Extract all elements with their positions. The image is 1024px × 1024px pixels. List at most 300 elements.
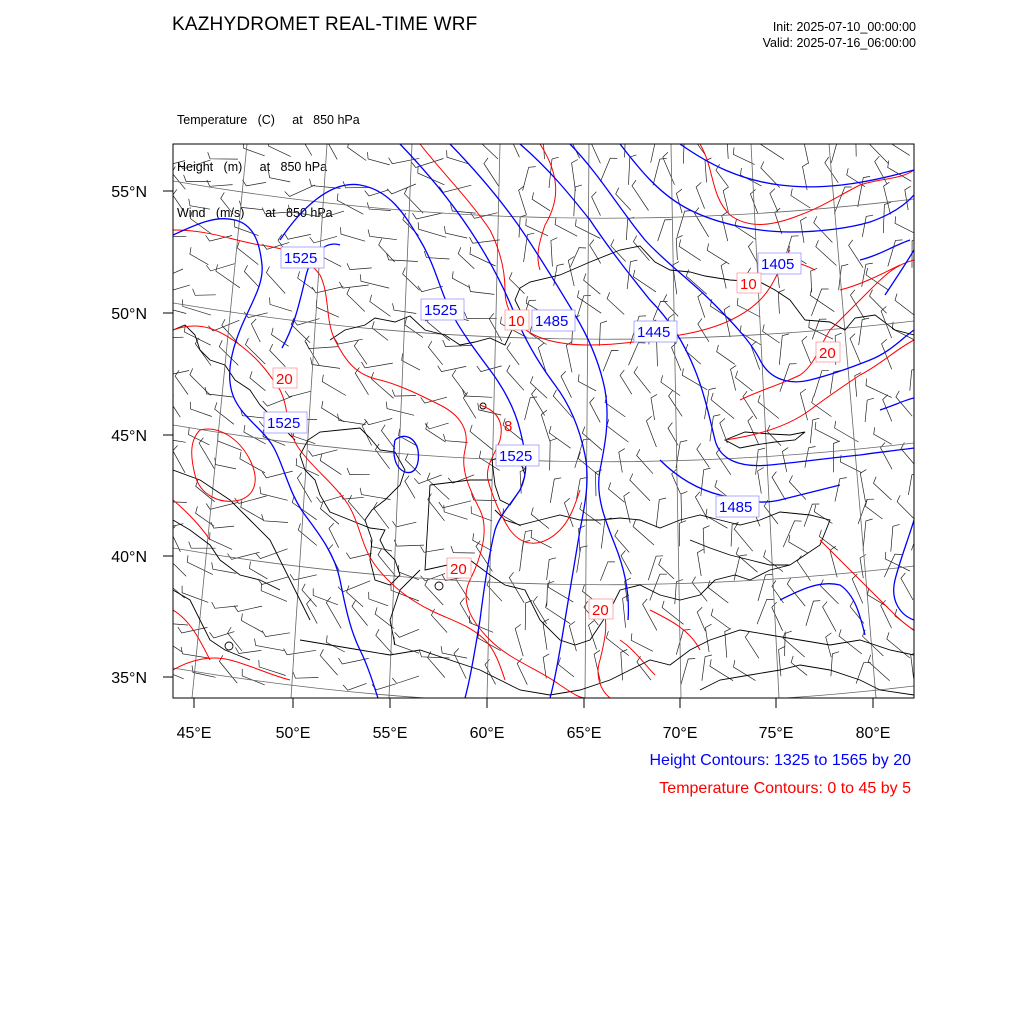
wind-barb (161, 631, 182, 652)
wind-barb (360, 488, 390, 500)
wind-barb (212, 602, 238, 608)
wind-barb (413, 213, 443, 219)
wind-barb (710, 299, 732, 320)
wind-barb (160, 285, 190, 292)
wind-barb (444, 226, 467, 238)
wind-barb (290, 574, 317, 580)
wind-barb (917, 264, 928, 289)
wind-barb (716, 164, 728, 186)
wind-barb (255, 639, 285, 651)
wind-barb (607, 292, 624, 314)
lat-label-35: 35°N (111, 670, 147, 687)
wind-barb (394, 540, 424, 547)
wind-barb (260, 487, 288, 501)
wind-barb (756, 448, 765, 475)
wind-barb (803, 136, 809, 164)
wind-barb (692, 577, 707, 602)
meridian-45e (192, 144, 247, 698)
wind-barb (160, 269, 183, 277)
wind-barb (525, 601, 532, 631)
wind-barb (912, 238, 919, 268)
wind-barb (523, 167, 536, 191)
wind-barb (414, 475, 442, 484)
wind-barb (887, 632, 910, 658)
height-label-2: 1525 (424, 302, 458, 319)
wind-barb (179, 160, 211, 169)
wind-barb (452, 271, 470, 287)
wind-barb (243, 180, 266, 186)
wind-barb (634, 367, 650, 394)
parallel-40n (173, 548, 914, 585)
wind-barb (250, 371, 266, 390)
wind-barb (234, 606, 262, 612)
wind-barb (190, 247, 208, 265)
lake-marker-1 (435, 582, 443, 590)
wind-barb (676, 189, 682, 213)
wind-barb (159, 161, 185, 167)
wind-barb (387, 184, 416, 194)
wind-barb (328, 545, 339, 572)
wind-barb (679, 240, 701, 261)
wind-barb (240, 452, 265, 473)
wind-barb (696, 182, 705, 208)
wind-barb (662, 601, 683, 624)
wind-barb (731, 365, 737, 390)
wind-barb (392, 390, 416, 397)
wind-barb (268, 171, 290, 182)
wind-barb (444, 505, 468, 519)
wind-barb (376, 629, 393, 654)
wind-barb (360, 274, 389, 288)
wind-barb (646, 416, 656, 447)
wind-barb (816, 240, 837, 265)
wind-barb (856, 663, 871, 684)
wind-barb (835, 478, 847, 502)
wind-barb (895, 216, 915, 233)
wind-barb (473, 533, 492, 551)
wind-barb (485, 659, 496, 684)
wind-barb (241, 500, 264, 520)
wind-barb (395, 629, 419, 637)
wind-barb (321, 502, 340, 524)
wind-barb (550, 438, 557, 470)
lake-marker-2 (225, 642, 233, 650)
wind-barb (175, 370, 188, 394)
wind-barb (870, 290, 887, 314)
wind-barb (157, 495, 187, 503)
wind-barb (703, 526, 709, 554)
wind-barb (509, 272, 524, 293)
wind-barb (866, 379, 892, 398)
wind-barb (322, 375, 346, 396)
wind-barb (428, 341, 442, 365)
wind-barb (663, 152, 675, 184)
height-contour-1405 (620, 144, 914, 232)
wind-barb (310, 236, 337, 243)
height-contour-1525-west (173, 219, 378, 698)
wind-barb (320, 454, 341, 475)
wind-barb (242, 669, 265, 685)
lon-label-50: 50°E (275, 725, 311, 742)
lon-label-75: 75°E (758, 725, 794, 742)
wind-barb (249, 562, 267, 579)
wind-barb (520, 540, 531, 571)
wind-barb (326, 635, 344, 652)
wind-barb (697, 549, 703, 576)
wind-barb (659, 558, 674, 579)
wind-barb (734, 523, 752, 551)
temp-label-5: 20 (450, 561, 467, 578)
lat-labels (111, 184, 147, 687)
iran-turkmen-border (390, 570, 420, 645)
lon-label-45: 45°E (176, 725, 212, 742)
wind-barb (262, 514, 288, 522)
wind-barb (551, 238, 557, 267)
wind-barb (905, 186, 911, 210)
wind-barb (549, 426, 570, 448)
temp-label-7: 8 (504, 418, 513, 435)
wind-barb (199, 438, 214, 469)
wind-barb (338, 581, 370, 592)
wind-barb (772, 472, 786, 501)
wind-barb (438, 366, 467, 372)
wind-barb (326, 597, 341, 628)
kazakhstan-east-border (805, 315, 914, 335)
lon-label-80: 80°E (855, 725, 891, 742)
kyrgyzstan-border (690, 540, 790, 565)
wind-barb (697, 607, 705, 631)
wind-barb (284, 233, 311, 239)
lon-axis (194, 698, 873, 708)
wind-barb (270, 344, 286, 367)
wind-barb (764, 550, 783, 571)
wind-barb (812, 319, 826, 339)
lat-label-50: 50°N (111, 306, 147, 323)
meridian-75e (751, 144, 779, 698)
wind-barb (633, 270, 656, 292)
wind-barb (865, 499, 882, 519)
wind-barb (312, 287, 343, 293)
wind-barb (215, 458, 236, 469)
wind-barb (600, 321, 608, 346)
wind-barb (849, 240, 864, 268)
wind-barb (863, 519, 873, 551)
valid-time: Valid: 2025-07-16_06:00:00 (762, 36, 916, 50)
wind-barb (479, 134, 498, 159)
wind-barb (745, 632, 759, 659)
lat-label-45: 45°N (111, 428, 147, 445)
wind-barb (856, 127, 863, 157)
wind-barb (791, 189, 810, 208)
wind-barb (541, 410, 550, 441)
wind-barb (189, 199, 210, 209)
wind-barb (897, 495, 915, 520)
lon-label-65: 65°E (566, 725, 602, 742)
wind-barb (343, 683, 367, 690)
wind-barb (863, 630, 884, 656)
wind-barb (664, 294, 679, 316)
wind-barb (347, 468, 370, 475)
wind-barb (221, 192, 234, 214)
wind-barb (374, 502, 389, 528)
wind-barb (244, 265, 259, 287)
meridian-70e (671, 144, 681, 698)
wind-barb (672, 469, 681, 494)
wind-barb (212, 562, 237, 573)
wind-barb (620, 370, 632, 394)
wind-barb (748, 416, 759, 444)
wind-barb (402, 353, 420, 370)
wind-barb (893, 138, 910, 156)
wind-barb (329, 523, 339, 547)
wind-barb (916, 337, 925, 363)
wind-barb (814, 370, 829, 396)
meridian-65e (585, 144, 589, 698)
wind-barb (425, 423, 449, 429)
temp-label-3: 10 (740, 276, 757, 293)
wind-barb (779, 334, 789, 365)
wind-barb (627, 260, 637, 289)
wind-barb (558, 658, 574, 677)
wind-barb (577, 295, 591, 318)
wind-barb (606, 631, 629, 655)
wind-barb (758, 574, 772, 601)
wind-barb (311, 358, 341, 369)
lat-axis (163, 191, 173, 677)
wind-barb (716, 448, 731, 475)
wind-barb (365, 419, 393, 425)
wind-barb (789, 535, 808, 553)
wind-barb (244, 425, 266, 444)
temperature-contour-legend: Temperature Contours: 0 to 45 by 5 (659, 780, 911, 797)
wind-barb (181, 647, 209, 658)
wind-barb (262, 208, 291, 214)
wind-barb (862, 215, 873, 237)
wind-barb (261, 584, 287, 602)
wind-barb (530, 376, 547, 398)
wind-barb (651, 133, 664, 163)
wind-barb (651, 394, 657, 420)
wind-barb (228, 627, 242, 651)
wind-barb (779, 647, 785, 677)
meridian-55e (389, 144, 412, 698)
wind-barb (355, 368, 368, 395)
wind-barb (368, 152, 390, 165)
lat-label-40: 40°N (111, 549, 147, 566)
wind-barb (823, 602, 836, 632)
wind-barb (193, 289, 216, 296)
wind-barb (682, 368, 707, 389)
wind-barb (566, 342, 572, 373)
wind-barb (228, 552, 260, 559)
height-label-6: 1445 (637, 324, 671, 341)
wind-barb (532, 192, 550, 210)
wind-barb (371, 372, 393, 398)
wind-barb (262, 631, 290, 637)
wind-barb (418, 286, 443, 292)
wind-barb (313, 588, 338, 604)
temp-contour-25-west (173, 500, 210, 660)
wind-barb (469, 285, 495, 295)
wind-barb (379, 239, 395, 262)
height-label-3: 1525 (267, 415, 301, 432)
wind-barb (656, 498, 666, 527)
wind-barb (731, 522, 739, 546)
wind-barb (805, 447, 816, 468)
wind-barb (207, 180, 233, 186)
wind-barb (507, 343, 519, 365)
wind-barb (577, 290, 601, 313)
wind-barb (783, 521, 801, 547)
wind-barb (681, 659, 695, 685)
wind-barb (757, 599, 774, 624)
wind-barb (901, 443, 917, 468)
wind-barb (677, 211, 692, 237)
wind-barb (785, 631, 792, 656)
wind-barb (582, 427, 602, 451)
lon-label-55: 55°E (372, 725, 408, 742)
wind-barb (210, 532, 233, 549)
wind-barb (337, 193, 363, 214)
wind-barb (173, 446, 185, 473)
wind-barb (182, 586, 208, 603)
wind-barb (619, 449, 625, 473)
chart-title: KAZHYDROMET REAL-TIME WRF (172, 14, 478, 35)
wind-barb (404, 187, 423, 213)
wind-barb (711, 609, 730, 629)
wind-barb (815, 422, 839, 442)
wind-barb (862, 263, 873, 287)
wind-barb (478, 631, 501, 651)
wind-barb (370, 295, 391, 317)
temp-label-4: 20 (819, 345, 836, 362)
temp-label-2: 10 (508, 313, 525, 330)
wind-barb (381, 425, 395, 449)
height-label-5: 1485 (535, 313, 569, 330)
wind-barb (759, 136, 784, 159)
wind-barb (607, 419, 629, 442)
temp-contour-10-ne (538, 144, 914, 270)
wind-barb (707, 243, 729, 264)
wind-barb (860, 470, 866, 502)
wind-barb (519, 215, 527, 238)
wind-barb (736, 371, 753, 391)
wind-barb (705, 624, 711, 652)
wind-barb (803, 163, 809, 190)
lon-labels (177, 725, 891, 742)
wind-barb (801, 217, 807, 243)
wind-barb (806, 601, 820, 626)
wind-barb (629, 343, 646, 366)
height-labels (264, 247, 801, 517)
wind-barb (811, 289, 828, 316)
wind-barb (631, 633, 653, 651)
wind-barb (386, 402, 414, 416)
wind-barb (783, 632, 805, 658)
wind-barb (320, 649, 337, 675)
wind-barb (391, 583, 419, 601)
height-label-8: 1485 (719, 499, 753, 516)
wind-barb (152, 332, 183, 339)
wind-barb (306, 342, 338, 348)
wind-barb (736, 547, 757, 572)
wind-barb (835, 421, 859, 442)
wind-barb (362, 421, 371, 446)
wind-barb (850, 334, 861, 364)
wind-barb (590, 397, 601, 422)
wind-barb (918, 421, 928, 446)
wind-barb (561, 371, 572, 398)
wind-barb (284, 649, 317, 655)
lat-label-55: 55°N (111, 184, 147, 201)
wind-barb (443, 434, 467, 443)
wind-barb (425, 579, 443, 605)
wind-barb (258, 577, 289, 585)
field-height: Height (m) at 850 hPa (177, 159, 328, 174)
wind-barb (616, 188, 631, 211)
wind-barb (697, 443, 709, 467)
wind-barb (851, 290, 865, 319)
wind-barb (884, 182, 891, 214)
wind-barb (285, 185, 315, 196)
wind-barb (600, 562, 615, 581)
wind-barb (764, 500, 778, 524)
height-contour-legend: Height Contours: 1325 to 1565 by 20 (649, 752, 911, 769)
wind-barb (643, 599, 657, 630)
wind-barb (901, 573, 913, 600)
wind-barb (206, 264, 234, 271)
wind-barb (772, 602, 783, 631)
wind-barb (721, 262, 727, 289)
wind-barb (590, 136, 600, 163)
wind-barb (679, 521, 686, 547)
wind-barb (256, 549, 288, 559)
wind-barb (327, 135, 338, 159)
field-temperature: Temperature (C) at 850 hPa (177, 113, 360, 127)
wind-barb (874, 477, 892, 500)
wind-barb (621, 550, 631, 574)
wind-barb (354, 340, 367, 364)
wind-barb (405, 318, 423, 338)
wind-barb (881, 306, 892, 338)
wind-barb (869, 137, 889, 164)
wind-barb (441, 646, 467, 658)
wind-barb (347, 288, 365, 312)
meridian-60e (487, 144, 500, 698)
wind-barb (859, 318, 869, 345)
lon-label-70: 70°E (662, 725, 698, 742)
wind-barb (285, 391, 311, 397)
wind-barb (205, 387, 233, 397)
wind-barb (633, 520, 654, 545)
init-time: Init: 2025-07-10_00:00:00 (772, 20, 916, 34)
wind-barb (393, 303, 417, 313)
wind-barb (511, 133, 520, 157)
wind-barb (211, 522, 234, 528)
temp-label-6: 20 (592, 602, 609, 619)
wind-barb (840, 455, 861, 473)
wind-barb (458, 247, 474, 269)
wind-barb (372, 321, 388, 340)
wind-barb (347, 263, 372, 269)
wind-barb (171, 526, 181, 552)
wind-barb (584, 274, 601, 295)
wind-barb (369, 592, 388, 606)
wind-barb (881, 600, 892, 628)
wind-barb (251, 319, 260, 342)
wind-barb (187, 555, 213, 574)
wind-barb (547, 558, 556, 580)
